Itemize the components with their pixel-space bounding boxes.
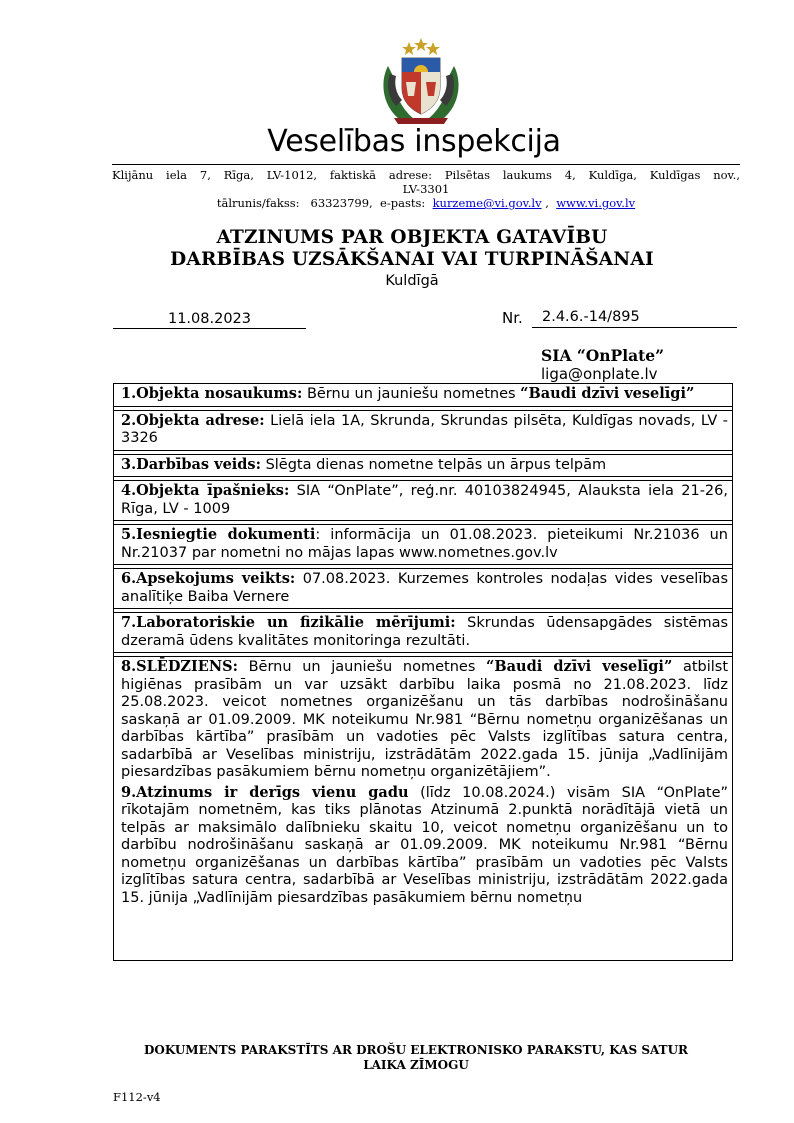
document-title-line-1: ATZINUMS PAR OBJEKTA GATAVĪBU [216,227,608,248]
row-conclusion [114,657,732,961]
row-lab-measurements [114,613,732,653]
conclusion-text-b: atbilst higiēnas prasībām un var uzsākt darbību laika posmā no 21.08.2023. līdz 25.08.2023. veicot nometnes organizēšanu un tās darbības nodrošināšanu saskaņā ar 01.09.2009. MK noteikumu Nr.981 “Bērnu nometņu organizēšanas un darbības kārtība” prasībām un vadoties pēc Valsts izglītības satura centra, sadarbībā ar Veselības ministriju, izstrādātām 2022.gada 15. jūnija „Vadlīnijām piesardzības pasākumiem bērnu nometņu organizētājiem”. [121,659,729,780]
row-text: Skrundas ūdensapgādes sistēmas dzeramā ūdens kvalitātes monitoringa rezultāti. [121,615,729,649]
conclusion-paragraph [121,658,728,782]
signature-notice [0,1043,794,1073]
email-label: e-pasts: [380,196,426,210]
organization-name: Veselības inspekcija [267,124,561,159]
signature-notice-line-1: DOKUMENTS PARAKSTĪTS AR DROŠU ELEKTRONISKO PARAKSTU, KAS SATUR [143,1043,689,1057]
row-label: 6.Apsekojums veikts: [121,570,296,587]
address-line-2: LV-3301 [402,182,450,196]
contact-line: tālrunis/fakss: 63323799, e-pasts: kurzeme@vi.gov.lv , www.vi.gov.lv [216,196,636,210]
row-object-name [114,384,732,407]
row-quote: “Baudi dzīvi veselīgi” [520,385,695,402]
conclusion-quote: “Baudi dzīvi veselīgi” [486,658,673,675]
form-code: F112-v4 [113,1090,161,1104]
signature-notice-line-2: LAIKA ZĪMOGU [363,1058,469,1072]
row-label: 3.Darbības veids: [121,455,261,473]
row-object-owner [114,481,732,521]
row-text: Slēgta dienas nometne telpās un ārpus telpām [265,456,607,473]
row-text: : informācija un 01.08.2023. pieteikumi Nr.21036 un Nr.21037 par nometni no mājas lapas www.nometnes.gov.lv [121,527,728,561]
header-divider [112,164,740,165]
row-label: 7.Laboratoriskie un fizikālie mērījumi: [121,614,456,631]
row-submitted-documents [114,525,732,565]
row-label: 1.Objekta nosaukums: [121,385,303,402]
row-text: Lielā iela 1A, Skrunda, Skrundas pilsēta, Kuldīgas novads, LV - 3326 [121,412,728,446]
info-table [113,383,733,961]
phone-label: tālrunis/fakss: [216,196,300,210]
row-object-address [114,411,732,451]
row-label: 4.Objekta īpašnieks: [121,482,290,499]
document-date: 11.08.2023 [113,311,306,329]
document-title-line-2: DARBĪBAS UZSĀKŠANAI VAI TURPINĀŠANAI [170,249,654,270]
document-number-label: Nr. [502,309,523,327]
conclusion-label: 8.SLĒDZIENS: [121,658,238,675]
row-label: 2.Objekta adrese: [121,411,265,429]
recipient-name: SIA “OnPlate” [541,346,665,365]
row-text: SIA “OnPlate”, reģ.nr. 40103824945, Alauksta iela 21-26, Rīga, LV - 1009 [121,483,728,517]
validity-text: (līdz 10.08.2024.) visām SIA “OnPlate” rīkotajām nometnēm, kas tiks plānotas Atzinumā 2.punktā norādītājā vietā un telpās ar maksimālo dalībnieku skaitu 10, veicot nometņu organizēšanu un to darbību nodrošināšanu saskaņā ar 01.09.2009. MK noteikumu Nr.981 “Bērnu nometņu organizēšanas un darbības kārtība” prasībām un vadoties pēc Valsts izglītības satura centra, sadarbībā ar Veselības ministriju, izstrādātām 2022.gada 15. jūnija „Vadlīnijām piesardzības pasākumiem bērnu nometņu [121,784,728,906]
email-link[interactable]: kurzeme@vi.gov.lv [432,196,542,210]
row-activity-type [114,455,732,478]
phone-number: 63323799, [310,196,373,210]
row-inspection [114,569,732,609]
document-number: 2.4.6.-14/895 [532,309,737,328]
website-link[interactable]: www.vi.gov.lv [556,196,636,210]
conclusion-text-a: Bērnu un jauniešu nometnes [248,659,476,675]
validity-label: 9.Atzinums ir derīgs vienu gadu [121,783,409,801]
row-label: 5.Iesniegtie dokumenti [121,526,316,543]
row-text: Bērnu un jauniešu nometnes [306,386,516,402]
coat-of-arms-logo [378,36,464,126]
recipient-email: liga@onplate.lv [541,365,658,383]
document-place: Kuldīgā [385,273,439,289]
row-text: 07.08.2023. Kurzemes kontroles nodaļas vides veselības analītiķe Baiba Vernere [121,571,728,605]
validity-paragraph [121,784,728,908]
address-line-1: Klijānu iela 7, Rīga, LV-1012, faktiskā adrese: Pilsētas laukums 4, Kuldīga, Kuldīgas nov., [112,168,740,182]
